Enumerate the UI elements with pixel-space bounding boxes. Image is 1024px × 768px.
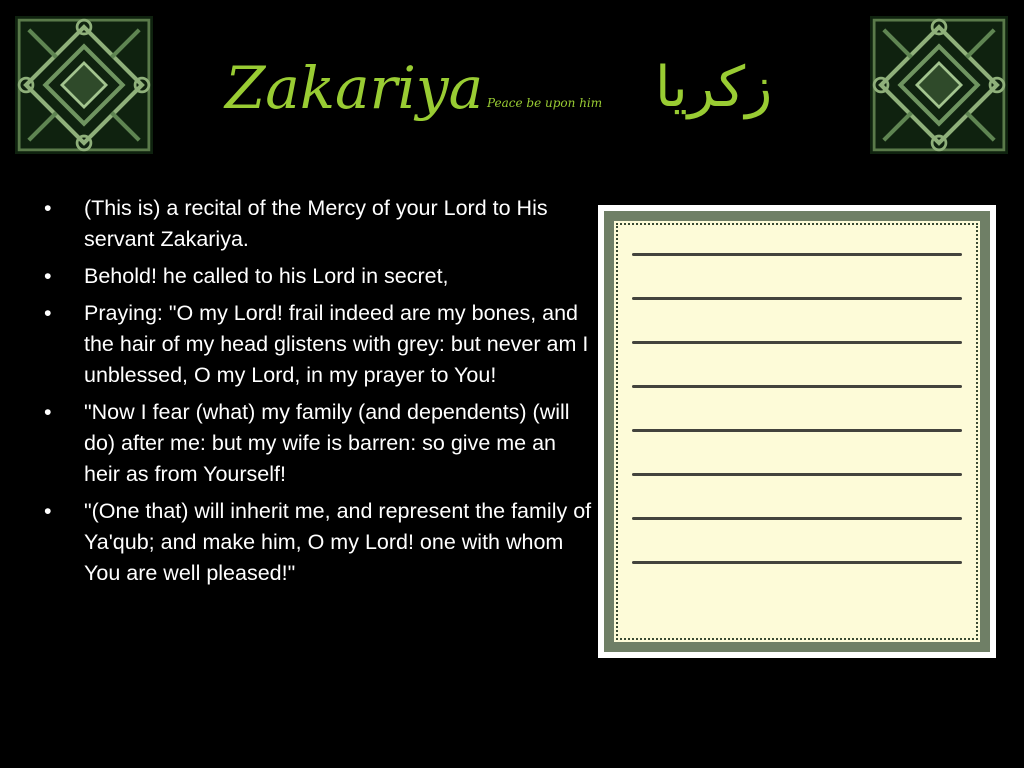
verse-line	[632, 253, 962, 256]
verse-line	[632, 429, 962, 432]
bullet-icon: •	[44, 499, 52, 523]
subtitle-text: Peace be upon him	[487, 96, 603, 110]
bullet-icon: •	[44, 196, 52, 220]
verse-text-lines	[632, 253, 962, 605]
bullet-list	[40, 193, 592, 595]
bullet-text: "Now I fear (what) my family (and dependents) (will do) after me: but my wife is barren: so give me an heir as from Yourself!	[84, 400, 570, 486]
bullet-text: Praying: "O my Lord! frail indeed are my bones, and the hair of my head glistens with grey: but never am I unblessed, O my Lord, in my prayer to You!	[84, 301, 589, 387]
bullet-item	[40, 261, 592, 292]
bullet-text: Behold! he called to his Lord in secret,	[84, 264, 449, 288]
quran-verse-image	[598, 205, 996, 658]
arabic-title-text: زكريا	[655, 55, 773, 120]
verse-line	[632, 297, 962, 300]
bullet-icon: •	[44, 301, 52, 325]
bullet-text: (This is) a recital of the Mercy of your Lord to His servant Zakariya.	[84, 196, 548, 251]
ornament-right	[870, 16, 1008, 154]
bullet-item	[40, 397, 592, 490]
celtic-knot-icon	[870, 16, 1008, 154]
verse-line	[632, 473, 962, 476]
bullet-item	[40, 193, 592, 255]
bullet-icon: •	[44, 400, 52, 424]
bullet-text: "(One that) will inherit me, and represent the family of Ya'qub; and make him, O my Lord! one with whom You are well pleased!"	[84, 499, 592, 585]
bullet-item	[40, 298, 592, 391]
verse-line	[632, 385, 962, 388]
slide-title	[225, 52, 825, 132]
verse-line	[632, 341, 962, 344]
verse-line	[632, 561, 962, 564]
ornament-left	[15, 16, 153, 154]
bullet-item	[40, 496, 592, 589]
celtic-knot-icon	[15, 16, 153, 154]
bullet-icon: •	[44, 264, 52, 288]
title-text: Zakariya	[225, 54, 484, 122]
verse-line	[632, 517, 962, 520]
verse-frame	[604, 211, 990, 652]
